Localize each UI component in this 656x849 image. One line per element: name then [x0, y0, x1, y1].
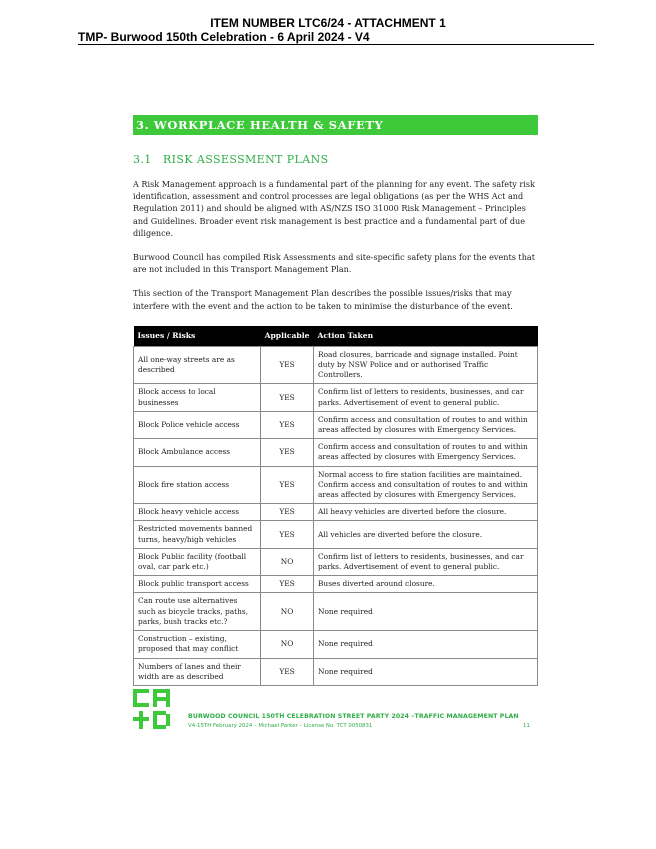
- risk-table: [133, 326, 538, 686]
- applicable-cell: NO: [261, 631, 314, 658]
- applicable-cell: NO: [261, 548, 314, 575]
- issue-cell: Block Police vehicle access: [134, 411, 261, 438]
- table-row: [134, 576, 538, 593]
- paragraph-1: A Risk Management approach is a fundamental part of the planning for any event. The safety risk identification, assessment and control processes are legal obligations (as per the WHS Act and Regulation 2011) and should be aligned with AS/NZS ISO 31000 Risk Management – Principles and Guidelines. Broader event risk management is best practice and a fundamental part of due diligence.: [133, 179, 535, 238]
- action-cell: All heavy vehicles are diverted before the closure.: [314, 504, 538, 521]
- page-content: [133, 115, 538, 686]
- section-heading: 3. WORKPLACE HEALTH & SAFETY: [133, 115, 538, 135]
- page-number: 11: [522, 723, 530, 729]
- table-row: [134, 593, 538, 631]
- header-rule: [78, 44, 594, 45]
- action-cell: All vehicles are diverted before the closure.: [314, 521, 538, 548]
- action-cell: None required: [314, 593, 538, 631]
- applicable-cell: NO: [261, 593, 314, 631]
- action-cell: Confirm access and consultation of routes to and within areas affected by closures with Emergency Services.: [314, 411, 538, 438]
- document-title-header: TMP- Burwood 150th Celebration - 6 April 2024 - V4: [78, 30, 370, 44]
- table-row: [134, 631, 538, 658]
- paragraph-2: Burwood Council has compiled Risk Assessments and site-specific safety plans for the events that are not included in this Transport Management Plan.: [133, 252, 535, 275]
- subsection-number: 3.1: [133, 153, 152, 166]
- issue-cell: Numbers of lanes and their width are as described: [134, 658, 261, 685]
- applicable-cell: YES: [261, 504, 314, 521]
- applicable-cell: YES: [261, 384, 314, 411]
- table-row: [134, 548, 538, 575]
- action-cell: None required: [314, 631, 538, 658]
- table-row: [134, 439, 538, 466]
- action-cell: Buses diverted around closure.: [314, 576, 538, 593]
- table-row: [134, 411, 538, 438]
- footer-title: BURWOOD COUNCIL 150TH CELEBRATION STREET PARTY 2024 –TRAFFIC MANAGEMENT PLAN: [188, 713, 519, 720]
- table-row: [134, 384, 538, 411]
- issue-cell: Block Public facility (football oval, car park etc.): [134, 548, 261, 575]
- item-number-header: ITEM NUMBER LTC6/24 - ATTACHMENT 1: [210, 16, 446, 30]
- table-row: [134, 504, 538, 521]
- action-cell: None required: [314, 658, 538, 685]
- subsection-heading: [133, 153, 538, 166]
- applicable-cell: YES: [261, 466, 314, 504]
- table-row: [134, 466, 538, 504]
- issue-cell: Block heavy vehicle access: [134, 504, 261, 521]
- col-action: Action Taken: [314, 326, 538, 347]
- action-cell: Confirm list of letters to residents, businesses, and car parks. Advertisement of event to general public.: [314, 548, 538, 575]
- action-cell: Normal access to fire station facilities are maintained. Confirm access and consultation of routes to and within areas affected by closures with Emergency Services.: [314, 466, 538, 504]
- page-footer: [133, 689, 538, 731]
- issue-cell: Block Ambulance access: [134, 439, 261, 466]
- footer-subtitle: V4-15TH February 2024 – Michael Parker – License No. TCT 0050831: [188, 723, 373, 729]
- issue-cell: Restricted movements banned turns, heavy/high vehicles: [134, 521, 261, 548]
- applicable-cell: YES: [261, 576, 314, 593]
- col-issues: Issues / Risks: [134, 326, 261, 347]
- table-header-row: [134, 326, 538, 347]
- applicable-cell: YES: [261, 346, 314, 384]
- applicable-cell: YES: [261, 658, 314, 685]
- issue-cell: Construction – existing, proposed that may conflict: [134, 631, 261, 658]
- issue-cell: Block fire station access: [134, 466, 261, 504]
- applicable-cell: YES: [261, 411, 314, 438]
- action-cell: Confirm access and consultation of routes to and within areas affected by closures with Emergency Services.: [314, 439, 538, 466]
- col-applicable: Applicable: [261, 326, 314, 347]
- applicable-cell: YES: [261, 521, 314, 548]
- subsection-title: RISK ASSESSMENT PLANS: [163, 153, 329, 166]
- table-row: [134, 521, 538, 548]
- paragraph-3: This section of the Transport Management Plan describes the possible issues/risks that may interfere with the event and the action to be taken to minimise the disturbance of the event.: [133, 288, 513, 311]
- action-cell: Road closures, barricade and signage installed. Point duty by NSW Police and or authorised Traffic Controllers.: [314, 346, 538, 384]
- table-row: [134, 658, 538, 685]
- council-logo-icon: [133, 689, 170, 729]
- issue-cell: All one-way streets are as described: [134, 346, 261, 384]
- issue-cell: Block public transport access: [134, 576, 261, 593]
- action-cell: Confirm list of letters to residents, businesses, and car parks. Advertisement of event to general public.: [314, 384, 538, 411]
- issue-cell: Can route use alternatives such as bicycle tracks, paths, parks, bush tracks etc.?: [134, 593, 261, 631]
- table-row: [134, 346, 538, 384]
- issue-cell: Block access to local businesses: [134, 384, 261, 411]
- applicable-cell: YES: [261, 439, 314, 466]
